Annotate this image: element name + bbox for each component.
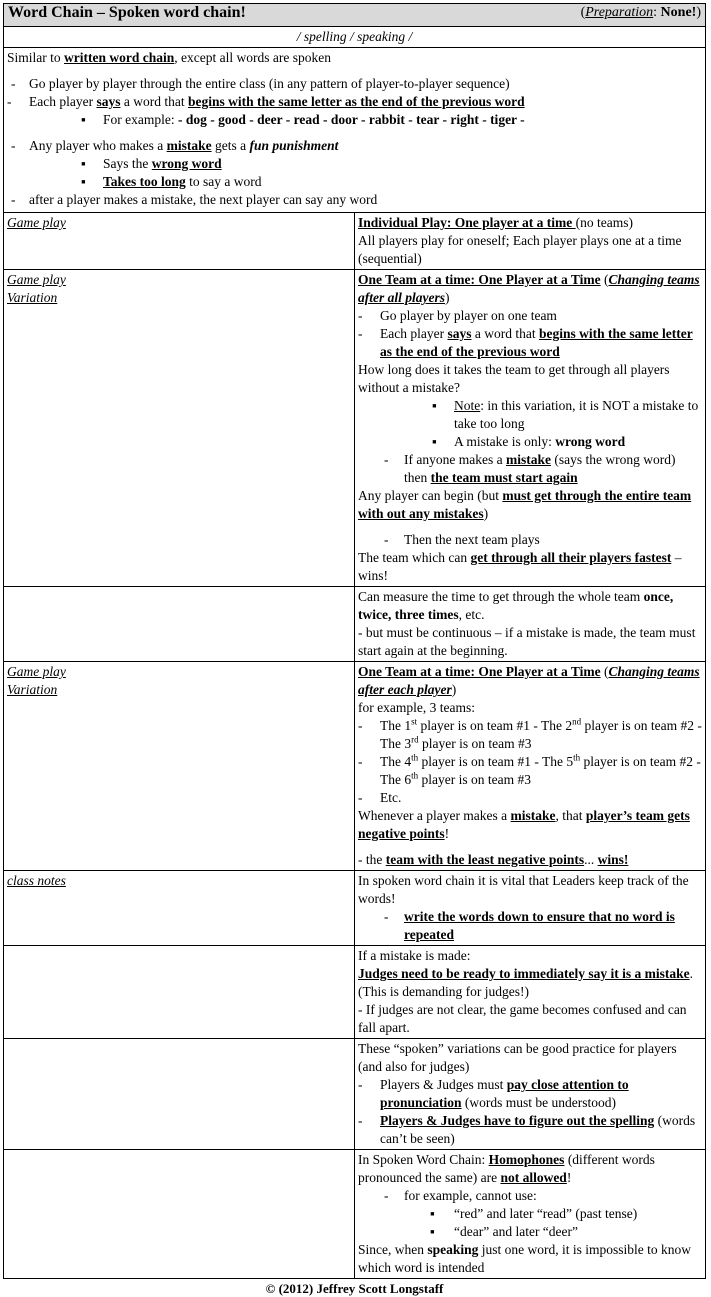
variation1-row: Game play Variation One Team at a time: One Player at a Time (Changing teams after all players) - Go player by player on one team - Each player says a word that begins with the same letter as the end of the previous word How long does it takes the team to get through all players without a mistake? ▪ Note: in this variation, it is NOT a mistake to take too long ▪ A mistake is only: wrong word - If anyone makes a mistake (says the wrong word) then the team must start again Any player can begin (but must get through the entire team with out any mistakes) - Then the next team plays The team which can get through all their players fastest – wins! <box>4 270 706 587</box>
intro-item: - Each player says a word that begins with the same letter as the end of the previous word <box>7 93 702 111</box>
page-title: Word Chain – Spoken word chain! <box>8 4 246 21</box>
gameplay-label: Game play <box>7 215 66 230</box>
judges-row: If a mistake is made: Judges need to be ready to immediately say it is a mistake. (This is demanding for judges!) - If judges are not clear, the game becomes confused and can fall apart. <box>4 946 706 1039</box>
intro-sub: ▪ Takes too long to say a word <box>7 173 702 191</box>
preparation: (Preparation: None!) <box>580 5 701 20</box>
variation2-row: Game play Variation One Team at a time: One Player at a Time (Changing teams after each player) for example, 3 teams: - The 1st player is on team #1 - The 2nd player is on team #2 - The 3rd player is on team #3 - The 4th player is on team #1 - The 5th player is on team #2 - The 6th player is on team #3 - Etc. Whenever a player makes a mistake, that player’s team gets negative points! - the team with the least negative points... wins! <box>4 662 706 871</box>
intro-example: ▪ For example: - dog - good - deer - read - door - rabbit - tear - right - tiger - <box>7 111 702 129</box>
subtitle: / spelling / speaking / <box>4 27 706 48</box>
intro-item: - after a player makes a mistake, the next player can say any word <box>7 191 702 209</box>
gameplay-row: Game play Individual Play: One player at a time (no teams) All players play for oneself; Each player plays one at a time (sequential) <box>4 213 706 270</box>
game-table <box>3 3 706 1279</box>
title-row <box>4 4 706 27</box>
intro-item: - Any player who makes a mistake gets a fun punishment <box>7 137 702 155</box>
intro-item: - Go player by player through the entire class (in any pattern of player-to-player sequence) <box>7 75 702 93</box>
measure-row: Can measure the time to get through the whole team once, twice, three times, etc. - but must be continuous – if a mistake is made, the team must start again at the beginning. <box>4 587 706 662</box>
notes-row: class notes In spoken word chain it is vital that Leaders keep track of the words! - write the words down to ensure that no word is repeated <box>4 871 706 946</box>
copyright-footer: © (2012) Jeffrey Scott Longstaff <box>265 1281 444 1296</box>
intro-row: Similar to written word chain, except all words are spoken - Go player by player through the entire class (in any pattern of player-to-player sequence) - Each player says a word that begins with the same letter as the end of the previous word ▪ For example: - dog - good - deer - read - door - rabbit - tear - right - tiger - - Any player who makes a mistake gets a fun punishment ▪ Says the wrong word ▪ Takes too long to say a word - after a player makes a mistake, the next player can say any word <box>4 48 706 213</box>
subtitle-row <box>4 27 706 48</box>
homophones-row: In Spoken Word Chain: Homophones (different words pronounced the same) are not allowed! - for example, cannot use: ▪ “red” and later “read” (past tense) ▪ “dear” and later “deer” Since, when speaking just one word, it is impossible to know which word is intended <box>4 1150 706 1279</box>
intro-sub: ▪ Says the wrong word <box>7 155 702 173</box>
practice-row: These “spoken” variations can be good practice for players (and also for judges) - Players & Judges must pay close attention to pronunciation (words must be understood) - Players & Judges have to figure out the spelling (words can’t be seen) <box>4 1039 706 1150</box>
document <box>3 3 706 1297</box>
